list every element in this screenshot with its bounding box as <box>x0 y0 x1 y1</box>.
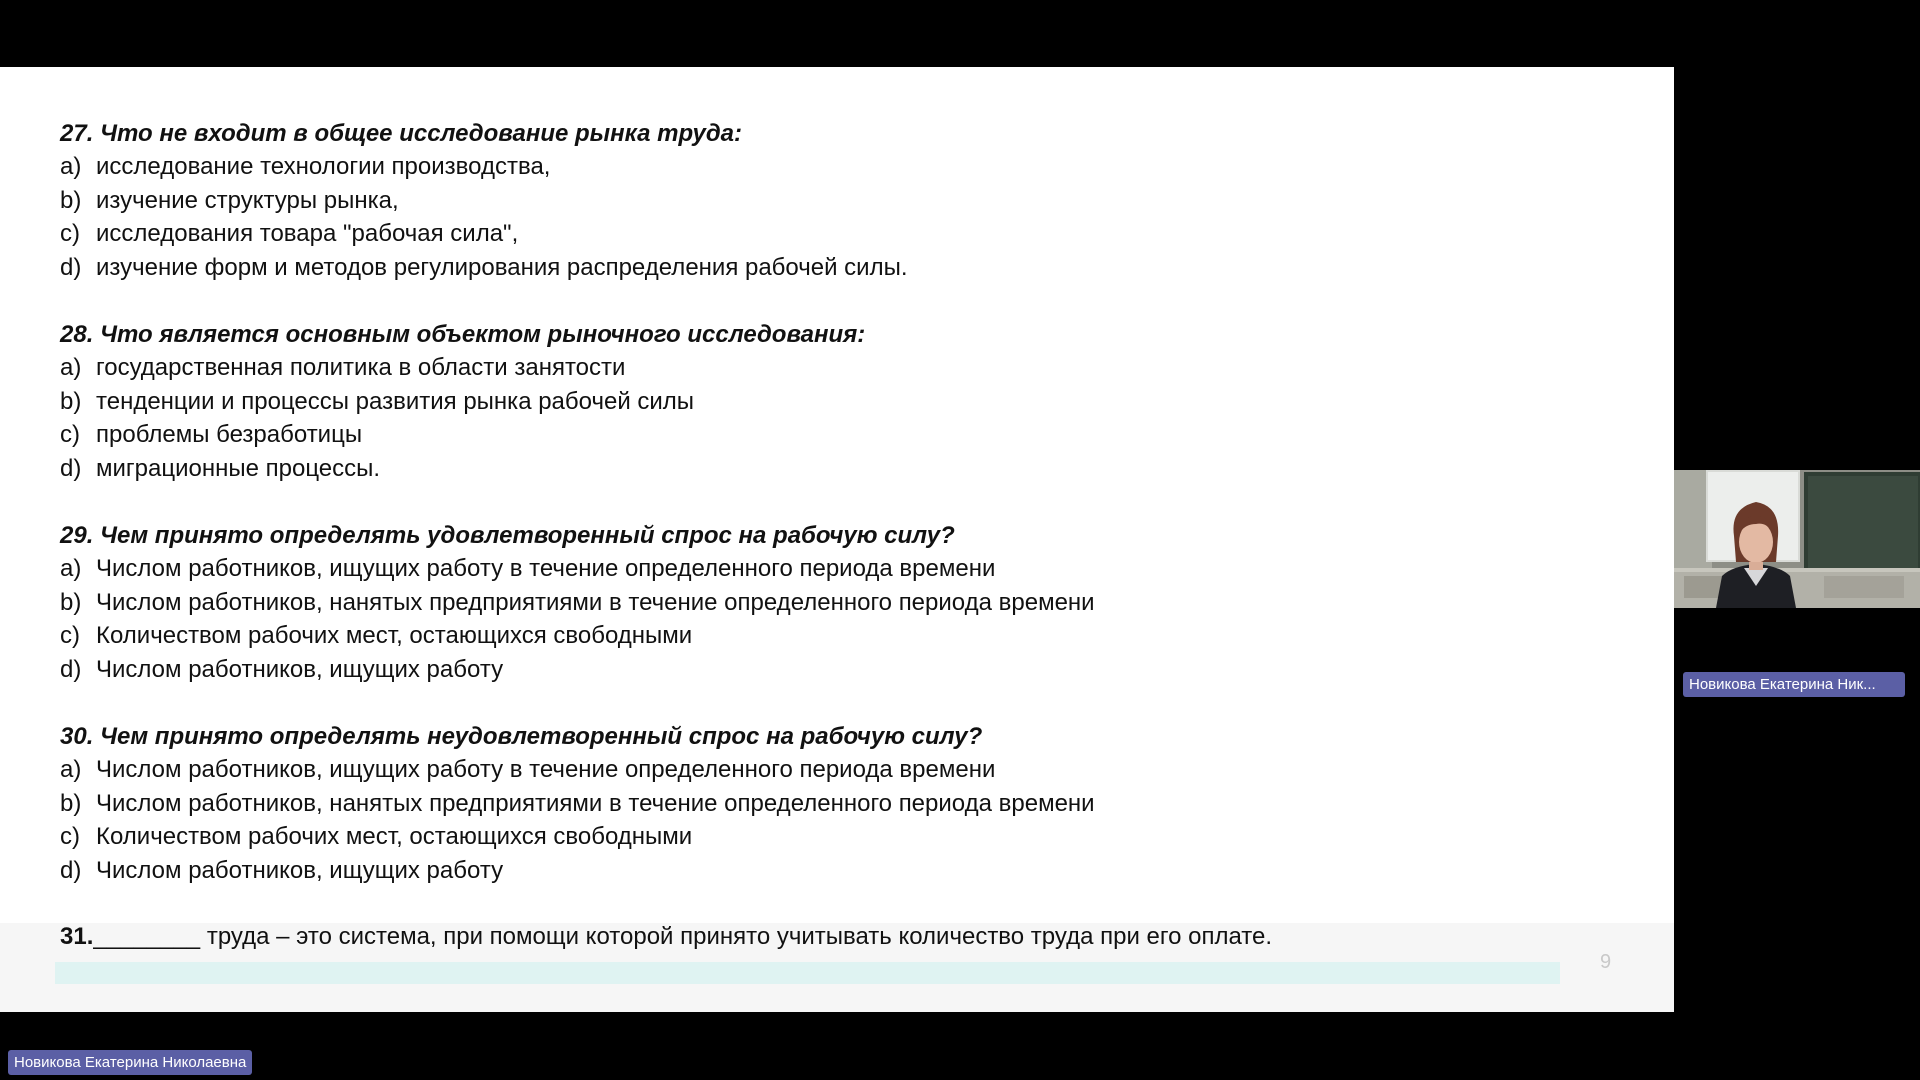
answer-text: исследование технологии производства, <box>96 153 551 180</box>
slide-footer-bar <box>55 962 1560 984</box>
answer-letter: b) <box>60 789 82 817</box>
answer-option <box>60 753 1640 787</box>
question-title: 28. Что является основным объектом рыночного исследования: <box>60 321 866 348</box>
answer-option <box>60 251 1640 285</box>
answer-letter: a) <box>60 555 82 582</box>
answer-text: проблемы безработицы <box>96 421 363 448</box>
answer-letter: a) <box>60 354 82 381</box>
answer-letter: d) <box>60 856 82 884</box>
video-tile-name-badge: Новикова Екатерина Ник... <box>1683 672 1905 697</box>
answer-text: Числом работников, ищущих работу в течение определенного периода времени <box>96 756 996 783</box>
answer-option <box>60 552 1640 586</box>
question-31-text: ________ труда – это система, при помощи которой принято учитывать количество труда при его оплате. <box>93 923 1273 950</box>
answer-text: изучение структуры рынка, <box>96 186 399 214</box>
question-29 <box>60 519 1640 686</box>
participant-video-frame <box>1674 470 1920 608</box>
answer-letter: c) <box>60 220 80 247</box>
answer-text: миграционные процессы. <box>96 454 381 482</box>
answer-option <box>60 586 1640 620</box>
question-31 <box>60 920 1272 953</box>
answer-letter: c) <box>60 622 80 649</box>
question-31-number: 31. <box>60 923 94 950</box>
answer-option <box>60 385 1640 419</box>
question-list <box>60 117 1640 921</box>
answer-letter: b) <box>60 186 82 214</box>
answer-letter: b) <box>60 588 82 616</box>
answer-text: изучение форм и методов регулирования распределения рабочей силы. <box>96 253 908 281</box>
answer-text: исследования товара "рабочая сила", <box>96 220 519 247</box>
answer-text: Количеством рабочих мест, остающихся свободными <box>96 823 693 850</box>
answer-option <box>60 184 1640 218</box>
answer-letter: c) <box>60 823 80 850</box>
answer-option <box>60 854 1640 888</box>
answer-option <box>60 820 1640 854</box>
answer-letter: c) <box>60 421 80 448</box>
answer-letter: b) <box>60 387 82 415</box>
answer-text: Числом работников, ищущих работу <box>96 856 504 884</box>
question-title: 29. Чем принято определять удовлетворенный спрос на рабочую силу? <box>60 522 955 549</box>
answer-letter: a) <box>60 153 82 180</box>
answer-text: тенденции и процессы развития рынка рабочей силы <box>96 387 695 415</box>
answer-option <box>60 619 1640 653</box>
answer-text: Числом работников, ищущих работу в течение определенного периода времени <box>96 555 996 582</box>
answer-option <box>60 787 1640 821</box>
question-27 <box>60 117 1640 284</box>
answer-text: Количеством рабочих мест, остающихся свободными <box>96 622 693 649</box>
question-title: 27. Что не входит в общее исследование рынка труда: <box>60 120 743 147</box>
answer-letter: a) <box>60 756 82 783</box>
answer-letter: d) <box>60 253 82 281</box>
answer-option <box>60 418 1640 452</box>
answer-text: Числом работников, нанятых предприятиями в течение определенного периода времени <box>96 789 1095 817</box>
answer-letter: d) <box>60 454 82 482</box>
answer-option <box>60 217 1640 251</box>
question-28 <box>60 318 1640 485</box>
answer-text: Числом работников, ищущих работу <box>96 655 504 683</box>
answer-option <box>60 150 1640 184</box>
answer-letter: d) <box>60 655 82 683</box>
presenter-name-badge: Новикова Екатерина Николаевна <box>8 1050 252 1075</box>
shared-slide <box>0 67 1674 1012</box>
answer-text: Числом работников, нанятых предприятиями в течение определенного периода времени <box>96 588 1095 616</box>
answer-option <box>60 653 1640 687</box>
answer-text: государственная политика в области занятости <box>96 354 626 381</box>
answer-option <box>60 452 1640 486</box>
slide-page-number: 9 <box>1600 951 1612 973</box>
answer-option <box>60 351 1640 385</box>
question-30 <box>60 720 1640 887</box>
participant-video-tile[interactable] <box>1674 470 1920 608</box>
question-title: 30. Чем принято определять неудовлетворенный спрос на рабочую силу? <box>60 723 983 750</box>
